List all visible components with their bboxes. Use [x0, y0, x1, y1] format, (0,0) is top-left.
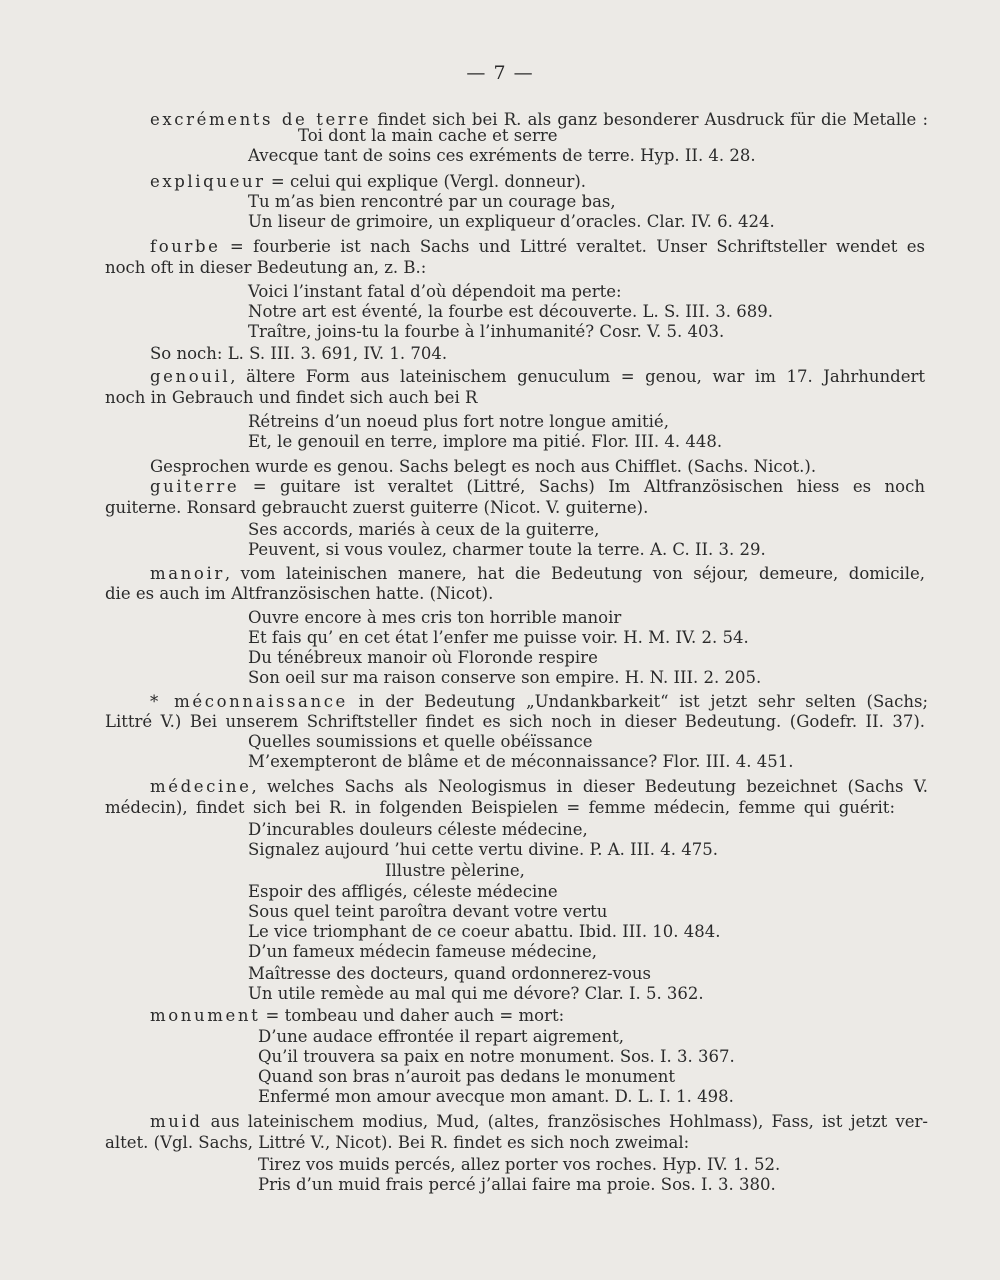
headword: expliqueur	[150, 172, 266, 191]
headword: genouil	[150, 367, 231, 386]
text-line	[248, 902, 607, 922]
text-line	[248, 964, 651, 984]
line-text: noch in Gebrauch und findet sich auch bei R	[105, 388, 478, 407]
text-line	[248, 282, 622, 302]
line-text: Sous quel teint paroîtra devant votre vertu	[248, 902, 608, 921]
line-text: die es auch im Altfranzösischen hatte. (Nicot).	[105, 584, 494, 603]
text-line	[150, 564, 925, 584]
text-line	[385, 861, 525, 881]
line-text: Peuvent, si vous voulez, charmer toute la terre. A. C. II. 3. 29.	[248, 540, 766, 559]
text-line	[150, 1112, 928, 1132]
text-line	[248, 942, 597, 962]
line-text: Littré V.) Bei unserem Schriftsteller findet es sich noch in dieser Bedeutung. (Godefr. II. 37).	[105, 712, 925, 731]
text-line	[248, 984, 704, 1004]
line-text: Enfermé mon amour avecque mon amant. D. L. I. 1. 498.	[258, 1087, 734, 1106]
text-line	[248, 752, 793, 772]
text-line	[248, 302, 773, 322]
text-line	[105, 1133, 689, 1153]
text-line	[105, 584, 493, 604]
text-line	[150, 344, 447, 364]
headword: * méconnaissance	[150, 692, 348, 711]
line-text: D’incurables douleurs céleste médecine,	[248, 820, 588, 839]
text-line	[248, 732, 593, 752]
line-text: Du ténébreux manoir où Floronde respire	[248, 648, 598, 667]
text-line	[258, 1175, 776, 1195]
line-text: Son oeil sur ma raison conserve son empire. H. N. III. 2. 205.	[248, 668, 762, 687]
line-text: Notre art est éventé, la fourbe est découverte. L. S. III. 3. 689.	[248, 302, 773, 321]
line-text: , ältere Form aus lateinischem genuculum = genou, war im 17. Jahrhundert	[230, 367, 925, 386]
line-text: Illustre pèlerine,	[385, 861, 525, 880]
line-text: Et fais qu’ en cet état l’enfer me puisse voir. H. M. IV. 2. 54.	[248, 628, 749, 647]
line-text: , vom lateinischen manere, hat die Bedeutung von séjour, demeure, domicile,	[224, 564, 925, 583]
line-text: Pris d’un muid frais percé j’allai faire ma proie. Sos. I. 3. 380.	[258, 1175, 776, 1194]
text-line	[248, 520, 599, 540]
line-text: Ses accords, mariés à ceux de la guiterre,	[248, 520, 600, 539]
line-text: findet sich bei R. als ganz besonderer Ausdruck für die Metalle :	[371, 110, 928, 129]
text-line	[248, 840, 718, 860]
text-line	[150, 237, 925, 257]
text-line	[258, 1087, 734, 1107]
text-line	[298, 126, 558, 146]
line-text: altet. (Vgl. Sachs, Littré V., Nicot). Bei R. findet es sich noch zweimal:	[105, 1133, 690, 1152]
text-line	[150, 477, 925, 497]
line-text: D’un fameux médecin fameuse médecine,	[248, 942, 597, 961]
text-line	[248, 648, 598, 668]
line-text: Ouvre encore à mes cris ton horrible manoir	[248, 608, 622, 627]
text-line	[248, 212, 775, 232]
line-text: Espoir des affligés, céleste médecine	[248, 882, 558, 901]
text-line	[248, 412, 669, 432]
line-text: Rétreins d’un noeud plus fort notre longue amitié,	[248, 412, 669, 431]
headword: guiterre	[150, 477, 240, 496]
text-line	[150, 172, 586, 192]
headword: fourbe	[150, 237, 221, 256]
text-line	[248, 146, 756, 166]
line-text: Voici l’instant fatal d’où dépendoit ma perte:	[248, 282, 622, 301]
line-text: Et, le genouil en terre, implore ma pitié. Flor. III. 4. 448.	[248, 432, 723, 451]
text-line	[248, 608, 621, 628]
text-line	[258, 1155, 780, 1175]
text-line	[150, 367, 925, 387]
text-line	[105, 798, 895, 818]
line-text: Gesprochen wurde es genou. Sachs belegt es noch aus Chifflet. (Sachs. Nicot.).	[150, 457, 817, 476]
line-text: M’exempteront de blâme et de méconnaissance? Flor. III. 4. 451.	[248, 752, 794, 771]
text-line	[248, 432, 722, 452]
text-line	[258, 1067, 675, 1087]
headword: médecine	[150, 777, 252, 796]
text-line	[248, 668, 761, 688]
line-text: guiterne. Ronsard gebraucht zuerst guiterre (Nicot. V. guiterne).	[105, 498, 649, 517]
text-line	[105, 712, 925, 732]
line-text: = fourberie ist nach Sachs und Littré veraltet. Unser Schriftsteller wendet es	[220, 237, 925, 256]
text-line	[150, 457, 816, 477]
text-line	[248, 882, 558, 902]
line-text: So noch: L. S. III. 3. 691, IV. 1. 704.	[150, 344, 448, 363]
line-text: Signalez aujourd ’hui cette vertu divine. P. A. III. 4. 475.	[248, 840, 718, 859]
line-text: Quand son bras n’auroit pas dedans le monument	[258, 1067, 675, 1086]
line-text: Avecque tant de soins ces exréments de terre. Hyp. II. 4. 28.	[248, 146, 756, 165]
text-line	[248, 540, 766, 560]
headword: muid	[150, 1112, 203, 1131]
text-line	[248, 628, 749, 648]
line-text: = guitare ist veraltet (Littré, Sachs) Im Altfranzösischen hiess es noch	[239, 477, 925, 496]
text-line	[150, 777, 928, 797]
text-line	[248, 922, 721, 942]
line-text: Traître, joins-tu la fourbe à l’inhumanité? Cosr. V. 5. 403.	[248, 322, 725, 341]
text-line	[248, 192, 616, 212]
line-text: Un utile remède au mal qui me dévore? Clar. I. 5. 362.	[248, 984, 704, 1003]
headword: manoir	[150, 564, 225, 583]
text-line	[150, 1006, 564, 1026]
text-line	[150, 692, 928, 712]
headword: monument	[150, 1006, 261, 1025]
line-text: = tombeau und daher auch = mort:	[260, 1006, 565, 1025]
text-line	[248, 820, 588, 840]
line-text: médecin), findet sich bei R. in folgenden Beispielen = femme médecin, femme qui guérit:	[105, 798, 895, 817]
text-line	[248, 322, 724, 342]
line-text: D’une audace effrontée il repart aigrement,	[258, 1027, 625, 1046]
line-text: Toi dont la main cache et serre	[298, 126, 558, 145]
line-text: aus lateinischem modius, Mud, (altes, französisches Hohlmass), Fass, ist jetzt ver-	[202, 1112, 928, 1131]
line-text: = celui qui explique (Vergl. donneur).	[265, 172, 587, 191]
line-text: Le vice triomphant de ce coeur abattu. Ibid. III. 10. 484.	[248, 922, 721, 941]
line-text: Tirez vos muids percés, allez porter vos roches. Hyp. IV. 1. 52.	[258, 1155, 781, 1174]
text-line	[105, 498, 648, 518]
line-text: Un liseur de grimoire, un expliqueur d’oracles. Clar. IV. 6. 424.	[248, 212, 775, 231]
line-text: noch oft in dieser Bedeutung an, z. B.:	[105, 258, 427, 277]
line-text: in der Bedeutung „Undankbarkeit“ ist jetzt sehr selten (Sachs;	[347, 692, 928, 711]
text-line	[258, 1027, 624, 1047]
headword: excréments de terre	[150, 110, 372, 129]
line-text: Maîtresse des docteurs, quand ordonnerez-vous	[248, 964, 651, 983]
line-text: Quelles soumissions et quelle obéïssance	[248, 732, 593, 751]
line-text: Qu’il trouvera sa paix en notre monument. Sos. I. 3. 367.	[258, 1047, 735, 1066]
line-text: Tu m’as bien rencontré par un courage bas,	[248, 192, 616, 211]
line-text: , welches Sachs als Neologismus in dieser Bedeutung bezeichnet (Sachs V.	[251, 777, 928, 796]
text-line	[105, 258, 426, 278]
page-number: — 7 —	[466, 62, 534, 84]
text-line	[258, 1047, 735, 1067]
text-line	[105, 388, 477, 408]
